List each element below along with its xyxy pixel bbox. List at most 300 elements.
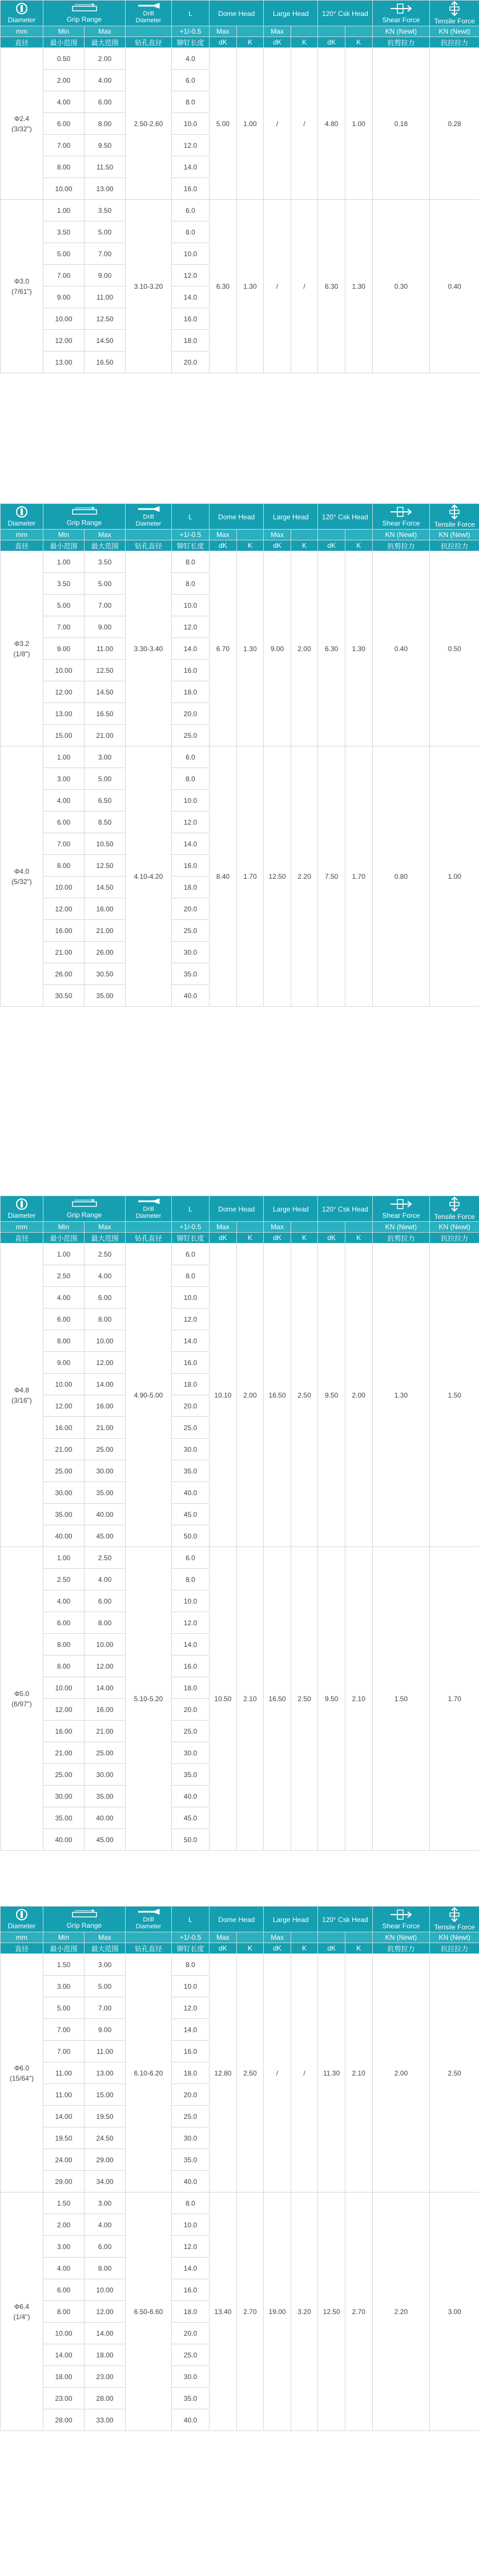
grip-min-cell: 5.00	[43, 595, 84, 616]
grip-min-cell: 18.00	[43, 2366, 84, 2388]
grip-min-cell: 11.00	[43, 2062, 84, 2084]
length-cell: 35.0	[171, 963, 209, 985]
large-k-cell: 2.00	[291, 551, 318, 746]
header-cell	[264, 504, 318, 530]
unit-row	[1, 1222, 479, 1233]
grip-max-cell: 4.00	[84, 1569, 126, 1590]
header-cell	[430, 1907, 479, 1932]
cn-label-row	[1, 1233, 479, 1243]
unit-cell	[291, 1932, 318, 1943]
header-label: 120° Csk Head	[322, 513, 368, 521]
grip-min-cell: 23.00	[43, 2388, 84, 2409]
length-cell: 25.0	[171, 1721, 209, 1742]
length-cell: 6.0	[171, 200, 209, 221]
label-cell: K	[345, 1233, 372, 1243]
unit-cell: KN (Newt)	[430, 1222, 479, 1233]
length-cell: 30.0	[171, 2127, 209, 2149]
label-cell: 抗剪拉力	[372, 1233, 430, 1243]
diameter-cell: Φ6.0 (15/64")	[1, 1954, 43, 2193]
grip-max-cell: 10.00	[84, 1330, 126, 1352]
label-cell: 铆钉长度	[171, 1233, 209, 1243]
header-label: Diameter	[7, 519, 36, 527]
grip-max-cell: 9.00	[84, 616, 126, 638]
unit-cell: Max	[264, 1932, 291, 1943]
grip-min-cell: 10.00	[43, 308, 84, 330]
header-label: Tensile Force	[434, 520, 475, 528]
tensile-cell: 0.28	[430, 48, 479, 200]
length-cell: 16.0	[171, 2279, 209, 2301]
grip-max-cell: 2.00	[84, 48, 126, 70]
length-cell: 25.0	[171, 920, 209, 942]
header-label: Drill Diameter	[135, 1916, 162, 1930]
unit-cell	[345, 1932, 372, 1943]
grip-min-cell: 16.00	[43, 1417, 84, 1439]
grip-range-icon	[43, 1198, 125, 1210]
grip-min-cell: 26.00	[43, 963, 84, 985]
dome-k-cell: 2.10	[236, 1547, 264, 1851]
length-cell: 8.0	[171, 1569, 209, 1590]
header-cell	[372, 1196, 430, 1222]
spec-table	[0, 1196, 479, 1851]
grip-min-cell: 8.00	[43, 855, 84, 877]
grip-min-cell: 2.00	[43, 2214, 84, 2236]
unit-cell: KN (Newt)	[430, 1932, 479, 1943]
cn-label-row	[1, 540, 479, 551]
grip-max-cell: 10.00	[84, 2279, 126, 2301]
table-row	[1, 1547, 479, 1569]
unit-cell: mm	[1, 1932, 43, 1943]
unit-row	[1, 1932, 479, 1943]
grip-max-cell: 6.00	[84, 1590, 126, 1612]
unit-cell: Max	[264, 530, 291, 540]
grip-min-cell: 6.00	[43, 1309, 84, 1330]
grip-min-cell: 7.00	[43, 135, 84, 156]
grip-min-cell: 30.00	[43, 1786, 84, 1807]
large-dk-cell: /	[264, 1954, 291, 2193]
grip-min-cell: 21.00	[43, 1742, 84, 1764]
header-label: Large Head	[272, 1916, 309, 1924]
length-cell: 40.0	[171, 985, 209, 1007]
length-cell: 16.0	[171, 855, 209, 877]
diameter-cell: Φ5.0 (6/97")	[1, 1547, 43, 1851]
shear-cell: 0.18	[372, 48, 430, 200]
grip-max-cell: 21.00	[84, 725, 126, 746]
table-row	[1, 200, 479, 221]
diameter-cell: Φ4.8 (3/16")	[1, 1243, 43, 1547]
shear-cell: 0.80	[372, 746, 430, 1007]
grip-min-cell: 30.50	[43, 985, 84, 1007]
unit-cell	[236, 1932, 264, 1943]
label-cell: dK	[318, 540, 345, 551]
header-label: Dome Head	[218, 1205, 255, 1213]
grip-max-cell: 7.00	[84, 1997, 126, 2019]
header-label: Tensile Force	[434, 17, 475, 25]
length-cell: 14.0	[171, 286, 209, 308]
grip-min-cell: 1.00	[43, 746, 84, 768]
header-cell	[126, 1, 172, 26]
unit-cell	[345, 26, 372, 37]
header-cell	[264, 1196, 318, 1222]
length-cell: 4.0	[171, 48, 209, 70]
header-cell	[318, 1907, 372, 1932]
length-cell: 20.0	[171, 352, 209, 373]
grip-min-cell: 4.00	[43, 1287, 84, 1309]
grip-min-cell: 8.00	[43, 1634, 84, 1656]
label-cell: dK	[264, 1233, 291, 1243]
length-cell: 8.0	[171, 573, 209, 595]
grip-min-cell: 21.00	[43, 942, 84, 963]
grip-min-cell: 8.00	[43, 2301, 84, 2323]
dome-k-cell: 1.70	[236, 746, 264, 1007]
header-cell	[126, 1907, 172, 1932]
grip-max-cell: 3.00	[84, 746, 126, 768]
length-cell: 40.0	[171, 1786, 209, 1807]
grip-range-icon	[43, 1909, 125, 1920]
csk-k-cell: 2.70	[345, 2193, 372, 2431]
length-cell: 6.0	[171, 1243, 209, 1265]
grip-min-cell: 14.00	[43, 2344, 84, 2366]
grip-min-cell: 12.00	[43, 898, 84, 920]
unit-cell	[126, 1932, 172, 1943]
grip-max-cell: 40.00	[84, 1807, 126, 1829]
grip-min-cell: 5.00	[43, 1997, 84, 2019]
grip-max-cell: 4.00	[84, 1265, 126, 1287]
grip-max-cell: 14.50	[84, 330, 126, 352]
header-label: Grip Range	[66, 1211, 102, 1219]
grip-max-cell: 34.00	[84, 2171, 126, 2193]
length-cell: 10.0	[171, 1287, 209, 1309]
label-cell: 铆钉长度	[171, 1943, 209, 1954]
length-cell: 6.0	[171, 746, 209, 768]
grip-max-cell: 12.50	[84, 660, 126, 681]
shear-force-icon	[373, 2, 430, 15]
unit-cell: KN (Newt)	[372, 1222, 430, 1233]
grip-min-cell: 5.00	[43, 243, 84, 265]
grip-max-cell: 8.00	[84, 1612, 126, 1634]
length-cell: 20.0	[171, 1395, 209, 1417]
grip-min-cell: 13.00	[43, 352, 84, 373]
grip-max-cell: 40.00	[84, 1504, 126, 1525]
grip-max-cell: 14.50	[84, 877, 126, 898]
unit-cell: +1/-0.5	[171, 1932, 209, 1943]
dome-dk-cell: 10.50	[210, 1547, 237, 1851]
length-cell: 10.0	[171, 113, 209, 135]
grip-min-cell: 19.50	[43, 2127, 84, 2149]
header-label: 120° Csk Head	[322, 1205, 368, 1213]
unit-cell	[236, 530, 264, 540]
dome-dk-cell: 6.30	[210, 200, 237, 373]
length-cell: 18.0	[171, 877, 209, 898]
dome-k-cell: 1.00	[236, 48, 264, 200]
grip-max-cell: 12.00	[84, 1656, 126, 1677]
grip-min-cell: 35.00	[43, 1504, 84, 1525]
length-cell: 10.0	[171, 1976, 209, 1997]
unit-cell: Min	[43, 530, 84, 540]
label-cell: dK	[264, 1943, 291, 1954]
unit-row	[1, 26, 479, 37]
length-cell: 16.0	[171, 2041, 209, 2062]
unit-cell: +1/-0.5	[171, 530, 209, 540]
large-dk-cell: 16.50	[264, 1547, 291, 1851]
grip-min-cell: 3.00	[43, 1976, 84, 1997]
unit-cell	[318, 1932, 345, 1943]
length-cell: 6.0	[171, 70, 209, 91]
label-cell: K	[345, 540, 372, 551]
label-cell: dK	[318, 1943, 345, 1954]
grip-max-cell: 10.00	[84, 1634, 126, 1656]
tensile-force-icon	[430, 1197, 478, 1212]
header-label: Grip Range	[66, 15, 102, 23]
grip-max-cell: 12.50	[84, 308, 126, 330]
label-cell: 最小范围	[43, 1943, 84, 1954]
unit-cell: Max	[264, 1222, 291, 1233]
grip-max-cell: 13.00	[84, 2062, 126, 2084]
grip-max-cell: 12.50	[84, 855, 126, 877]
header-cell	[171, 1, 209, 26]
length-cell: 50.0	[171, 1829, 209, 1851]
spec-table-section	[0, 1906, 479, 2431]
shear-force-icon	[373, 506, 430, 518]
label-cell: 铆钉长度	[171, 540, 209, 551]
csk-k-cell: 2.10	[345, 1547, 372, 1851]
header-cell	[1, 1, 43, 26]
header-label: Shear Force	[382, 16, 420, 24]
grip-min-cell: 40.00	[43, 1829, 84, 1851]
spec-table-section	[0, 0, 479, 373]
drill-diameter-cell: 6.10-6.20	[126, 1954, 172, 2193]
grip-min-cell: 10.00	[43, 1374, 84, 1395]
grip-max-cell: 35.00	[84, 985, 126, 1007]
grip-max-cell: 9.50	[84, 135, 126, 156]
drill-icon	[126, 1908, 171, 1915]
grip-max-cell: 6.00	[84, 2236, 126, 2258]
csk-dk-cell: 4.80	[318, 48, 345, 200]
header-label: L	[188, 1916, 192, 1924]
length-cell: 14.0	[171, 1634, 209, 1656]
grip-max-cell: 25.00	[84, 1439, 126, 1460]
length-cell: 30.0	[171, 1439, 209, 1460]
grip-max-cell: 9.00	[84, 2019, 126, 2041]
grip-max-cell: 6.00	[84, 1287, 126, 1309]
header-label: Large Head	[272, 513, 309, 521]
dome-k-cell: 2.00	[236, 1243, 264, 1547]
grip-max-cell: 25.00	[84, 1742, 126, 1764]
label-cell: 铆钉长度	[171, 37, 209, 48]
label-cell: 最大范围	[84, 1233, 126, 1243]
grip-min-cell: 12.00	[43, 1395, 84, 1417]
grip-min-cell: 11.00	[43, 2084, 84, 2106]
length-cell: 12.0	[171, 135, 209, 156]
label-cell: 抗剪拉力	[372, 540, 430, 551]
grip-max-cell: 35.00	[84, 1786, 126, 1807]
unit-cell	[126, 26, 172, 37]
grip-min-cell: 40.00	[43, 1525, 84, 1547]
unit-cell	[291, 530, 318, 540]
header-cell	[372, 1, 430, 26]
label-cell: 最大范围	[84, 540, 126, 551]
grip-min-cell: 12.00	[43, 330, 84, 352]
length-cell: 12.0	[171, 1309, 209, 1330]
diameter-cell: Φ4.0 (5/32")	[1, 746, 43, 1007]
diameter-icon	[1, 1908, 43, 1921]
header-label: Drill Diameter	[135, 514, 162, 527]
unit-cell	[126, 530, 172, 540]
unit-cell: Max	[84, 1222, 126, 1233]
label-cell: K	[291, 1943, 318, 1954]
label-cell: 抗剪拉力	[372, 1943, 430, 1954]
label-cell: 直径	[1, 37, 43, 48]
dome-dk-cell: 8.40	[210, 746, 237, 1007]
cn-label-row	[1, 1943, 479, 1954]
grip-min-cell: 7.00	[43, 2019, 84, 2041]
unit-cell: KN (Newt)	[430, 530, 479, 540]
length-cell: 14.0	[171, 638, 209, 660]
length-cell: 8.0	[171, 91, 209, 113]
length-cell: 35.0	[171, 1460, 209, 1482]
header-label: Tensile Force	[434, 1923, 475, 1931]
grip-max-cell: 16.00	[84, 1699, 126, 1721]
shear-cell: 1.50	[372, 1547, 430, 1851]
grip-min-cell: 8.00	[43, 156, 84, 178]
drill-icon	[126, 1198, 171, 1205]
grip-max-cell: 5.00	[84, 573, 126, 595]
diameter-icon	[1, 506, 43, 518]
length-cell: 14.0	[171, 2258, 209, 2279]
header-cell	[43, 1196, 125, 1222]
label-cell: 最大范围	[84, 37, 126, 48]
grip-min-cell: 12.00	[43, 1699, 84, 1721]
unit-cell	[318, 1222, 345, 1233]
dome-k-cell: 1.30	[236, 551, 264, 746]
grip-min-cell: 29.00	[43, 2171, 84, 2193]
dome-k-cell: 2.50	[236, 1954, 264, 2193]
label-cell: 最小范围	[43, 540, 84, 551]
length-cell: 6.0	[171, 1547, 209, 1569]
length-cell: 25.0	[171, 1417, 209, 1439]
grip-max-cell: 14.50	[84, 681, 126, 703]
shear-cell: 0.30	[372, 200, 430, 373]
tensile-cell: 3.00	[430, 2193, 479, 2431]
header-row	[1, 1, 479, 26]
drill-diameter-cell: 4.10-4.20	[126, 746, 172, 1007]
grip-range-icon	[43, 506, 125, 518]
grip-min-cell: 3.00	[43, 2236, 84, 2258]
grip-max-cell: 28.00	[84, 2388, 126, 2409]
length-cell: 10.0	[171, 1590, 209, 1612]
label-cell: 直径	[1, 1233, 43, 1243]
grip-max-cell: 13.00	[84, 178, 126, 200]
header-label: Dome Head	[218, 1916, 255, 1924]
length-cell: 45.0	[171, 1807, 209, 1829]
csk-k-cell: 1.70	[345, 746, 372, 1007]
length-cell: 16.0	[171, 660, 209, 681]
grip-min-cell: 10.00	[43, 877, 84, 898]
label-cell: K	[345, 1943, 372, 1954]
unit-cell	[291, 26, 318, 37]
grip-max-cell: 7.00	[84, 595, 126, 616]
large-k-cell: /	[291, 1954, 318, 2193]
header-label: Large Head	[272, 1205, 309, 1213]
unit-row	[1, 530, 479, 540]
header-label: Drill Diameter	[135, 1206, 162, 1220]
unit-cell	[318, 530, 345, 540]
unit-cell	[345, 530, 372, 540]
length-cell: 35.0	[171, 2149, 209, 2171]
grip-max-cell: 21.00	[84, 1721, 126, 1742]
label-cell: 抗拉拉力	[430, 37, 479, 48]
grip-max-cell: 45.00	[84, 1829, 126, 1851]
grip-max-cell: 12.00	[84, 2301, 126, 2323]
length-cell: 16.0	[171, 1656, 209, 1677]
grip-min-cell: 6.00	[43, 2279, 84, 2301]
large-k-cell: 3.20	[291, 2193, 318, 2431]
label-cell: K	[291, 540, 318, 551]
grip-max-cell: 12.00	[84, 1352, 126, 1374]
grip-max-cell: 16.00	[84, 1395, 126, 1417]
length-cell: 25.0	[171, 725, 209, 746]
dome-k-cell: 1.30	[236, 200, 264, 373]
label-cell: 抗拉拉力	[430, 1233, 479, 1243]
table-row	[1, 1954, 479, 1976]
header-cell	[318, 1196, 372, 1222]
grip-min-cell: 4.00	[43, 91, 84, 113]
length-cell: 8.0	[171, 768, 209, 790]
length-cell: 25.0	[171, 2106, 209, 2127]
spec-table	[0, 503, 479, 1007]
unit-cell: mm	[1, 1222, 43, 1233]
grip-max-cell: 8.00	[84, 2258, 126, 2279]
header-cell	[430, 1, 479, 26]
length-cell: 14.0	[171, 2019, 209, 2041]
grip-min-cell: 7.00	[43, 265, 84, 286]
header-cell	[171, 1907, 209, 1932]
large-dk-cell: /	[264, 48, 291, 200]
grip-max-cell: 3.00	[84, 1954, 126, 1976]
drill-diameter-cell: 3.10-3.20	[126, 200, 172, 373]
grip-min-cell: 30.00	[43, 1482, 84, 1504]
length-cell: 20.0	[171, 2084, 209, 2106]
grip-min-cell: 16.00	[43, 1721, 84, 1742]
header-cell	[1, 1196, 43, 1222]
length-cell: 12.0	[171, 1997, 209, 2019]
length-cell: 14.0	[171, 833, 209, 855]
unit-cell	[318, 26, 345, 37]
length-cell: 40.0	[171, 1482, 209, 1504]
unit-cell	[345, 1222, 372, 1233]
unit-cell: +1/-0.5	[171, 26, 209, 37]
header-cell	[43, 1907, 125, 1932]
grip-min-cell: 9.00	[43, 286, 84, 308]
tensile-force-icon	[430, 504, 478, 519]
unit-cell: Min	[43, 1222, 84, 1233]
length-cell: 16.0	[171, 308, 209, 330]
table-row	[1, 1243, 479, 1265]
header-row	[1, 1196, 479, 1222]
grip-max-cell: 21.00	[84, 1417, 126, 1439]
drill-diameter-cell: 4.90-5.00	[126, 1243, 172, 1547]
grip-max-cell: 14.00	[84, 1374, 126, 1395]
header-label: Grip Range	[66, 1921, 102, 1929]
shear-force-icon	[373, 1908, 430, 1921]
dome-k-cell: 2.70	[236, 2193, 264, 2431]
unit-cell	[236, 26, 264, 37]
drill-icon	[126, 506, 171, 512]
length-cell: 30.0	[171, 942, 209, 963]
unit-cell: KN (Newt)	[430, 26, 479, 37]
length-cell: 12.0	[171, 2236, 209, 2258]
header-label: Tensile Force	[434, 1213, 475, 1221]
grip-min-cell: 6.00	[43, 113, 84, 135]
